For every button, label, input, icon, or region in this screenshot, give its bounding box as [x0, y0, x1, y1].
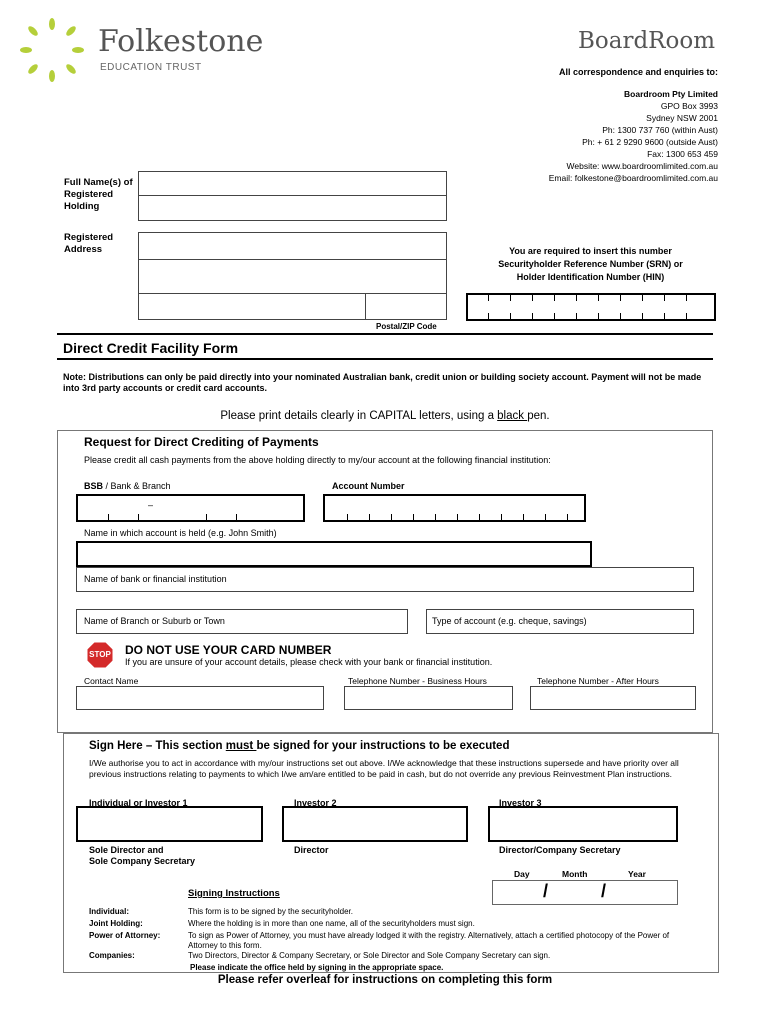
postal-code-field[interactable]	[365, 293, 447, 320]
title-divider	[57, 358, 713, 360]
address-line: Ph: 1300 737 760 (within Aust)	[602, 125, 718, 135]
address-field-line3[interactable]	[138, 293, 366, 320]
investor2-label: Investor 2	[294, 798, 337, 808]
bsb-dash: –	[148, 500, 154, 510]
bsb-field[interactable]	[76, 494, 305, 522]
date-field[interactable]	[492, 880, 678, 905]
folkestone-emblem-icon	[20, 18, 84, 82]
print-prefix: Please print details clearly in CAPITAL letters, using a	[220, 410, 498, 422]
signing-instructions-title: Signing Instructions	[188, 888, 280, 899]
stop-sign-icon	[86, 641, 114, 669]
contact-name-label: Contact Name	[84, 676, 139, 686]
phone-business-field[interactable]	[344, 686, 513, 710]
distribution-note: Note: Distributions can only be paid directly into your nominated Australian bank, credit union or building society account. Payment will not be made into 3rd party accounts or credit card accounts.	[63, 372, 702, 393]
account-number-label: Account Number	[332, 481, 405, 491]
print-suffix: pen.	[527, 410, 550, 422]
full-name-field-line2[interactable]	[138, 195, 447, 221]
footer-text: Please refer overleaf for instructions on completing this form	[217, 974, 553, 986]
sign-title-prefix: Sign Here – This section	[89, 740, 226, 752]
contact-name-field[interactable]	[76, 686, 324, 710]
address-line: Ph: + 61 2 9290 9600 (outside Aust)	[582, 137, 718, 147]
office-note: Please indicate the office held by signing in the appropriate space.	[190, 963, 444, 972]
bsb-label-rest: / Bank & Branch	[103, 481, 171, 491]
phone-after-label: Telephone Number - After Hours	[537, 676, 659, 686]
srn-line: Holder Identification Number (HIN)	[516, 272, 665, 282]
address-field-line2[interactable]	[138, 259, 447, 294]
role1-label	[89, 845, 195, 867]
account-name-label: Name in which account is held (e.g. John Smith)	[84, 528, 277, 538]
sign-title-must: must	[225, 740, 257, 752]
bank-name-label: Name of bank or financial institution	[84, 574, 227, 584]
address-line: Sydney NSW 2001	[646, 113, 718, 123]
boardroom-logo: BoardRoom	[578, 28, 716, 54]
instruction-text: Two Directors, Director & Company Secretary, or Sole Director and Sole Company Secretary can sign.	[188, 951, 551, 960]
print-underlined: black	[497, 410, 528, 422]
instruction-text: Where the holding is in more than one name, all of the securityholders must sign.	[188, 919, 475, 928]
full-name-label: Full Name(s) of Registered Holding	[64, 177, 133, 212]
form-title: Direct Credit Facility Form	[63, 340, 239, 356]
postal-code-label: Postal/ZIP Code	[376, 322, 437, 331]
stop-sign-text: STOP	[89, 650, 111, 659]
address-line: GPO Box 3993	[660, 101, 718, 111]
address-line: Boardroom Pty Limited	[624, 89, 718, 99]
phone-after-field[interactable]	[530, 686, 696, 710]
investor3-signature-field[interactable]	[488, 806, 678, 842]
folkestone-logo	[20, 18, 280, 80]
investor1-signature-field[interactable]	[76, 806, 263, 842]
bank-name-field[interactable]	[76, 567, 694, 592]
address-line: Email: folkestone@boardroomlimited.com.au	[548, 173, 718, 183]
branch-field[interactable]	[76, 609, 408, 634]
branch-label: Name of Branch or Suburb or Town	[84, 616, 225, 626]
account-type-field[interactable]	[426, 609, 694, 634]
address-line: Fax: 1300 653 459	[647, 149, 718, 159]
investor1-label: Individual or Investor 1	[89, 798, 188, 808]
investor3-label: Investor 3	[499, 798, 542, 808]
srn-instructions	[468, 245, 713, 284]
address-label: Registered Address	[64, 232, 114, 255]
registry-address	[549, 88, 718, 184]
srn-hin-field[interactable]	[466, 293, 716, 321]
role1-line: Sole Company Secretary	[89, 856, 196, 866]
account-name-field[interactable]	[76, 541, 592, 567]
instruction-term: Joint Holding:	[89, 919, 143, 928]
address-field-line1[interactable]	[138, 232, 447, 260]
role1-line: Sole Director and	[89, 845, 164, 855]
correspondence-title: All correspondence and enquiries to:	[558, 67, 718, 77]
account-type-label: Type of account (e.g. cheque, savings)	[432, 616, 587, 626]
investor2-signature-field[interactable]	[282, 806, 468, 842]
phone-business-label: Telephone Number - Business Hours	[348, 676, 487, 686]
role3-label: Director/Company Secretary	[499, 845, 621, 855]
bsb-label	[84, 481, 171, 491]
full-name-field-line1[interactable]	[138, 171, 447, 196]
bsb-label-bold: BSB	[84, 481, 104, 491]
request-intro: Please credit all cash payments from the above holding directly to my/our account at the following financial institution:	[84, 455, 551, 465]
sign-title-suffix: be signed for your instructions to be executed	[256, 740, 510, 752]
instruction-term: Individual:	[89, 907, 129, 916]
address-line: Website: www.boardroomlimited.com.au	[566, 161, 718, 171]
instruction-text: To sign as Power of Attorney, you must have already lodged it with the registry. Alternatively, attach a certified photocopy of the Power of Attorney to this form.	[188, 931, 670, 950]
instruction-term: Power of Attorney:	[89, 931, 161, 940]
srn-line: Securityholder Reference Number (SRN) or	[498, 259, 683, 269]
instruction-text: This form is to be signed by the securityholder.	[188, 907, 353, 916]
date-slash-2: /	[601, 881, 607, 901]
sign-title	[89, 740, 509, 752]
role2-label: Director	[294, 845, 329, 855]
srn-line: You are required to insert this number	[509, 246, 672, 256]
request-title: Request for Direct Crediting of Payments	[84, 435, 319, 449]
authorise-text: I/We authorise you to act in accordance with my/our instructions set out above. I/We acknowledge that these instructions supersede and have priority over all previous instructions relating to payments to which I/we am/are entitled to be paid in cash, but do not override any previous Reinvestment Plan instructions.	[89, 758, 679, 779]
instruction-term: Companies:	[89, 951, 135, 960]
warning-text: If you are unsure of your account details, please check with your bank or financial institution.	[125, 657, 493, 667]
warning-title: DO NOT USE YOUR CARD NUMBER	[125, 643, 332, 657]
year-label: Year	[628, 869, 646, 879]
logo-name: Folkestone	[98, 24, 264, 59]
print-instruction	[57, 410, 713, 422]
header-divider	[57, 333, 713, 335]
account-number-field[interactable]	[323, 494, 586, 522]
date-slash-1: /	[543, 881, 549, 901]
day-label: Day	[514, 869, 530, 879]
month-label: Month	[562, 869, 588, 879]
logo-subtitle: EDUCATION TRUST	[100, 62, 202, 73]
